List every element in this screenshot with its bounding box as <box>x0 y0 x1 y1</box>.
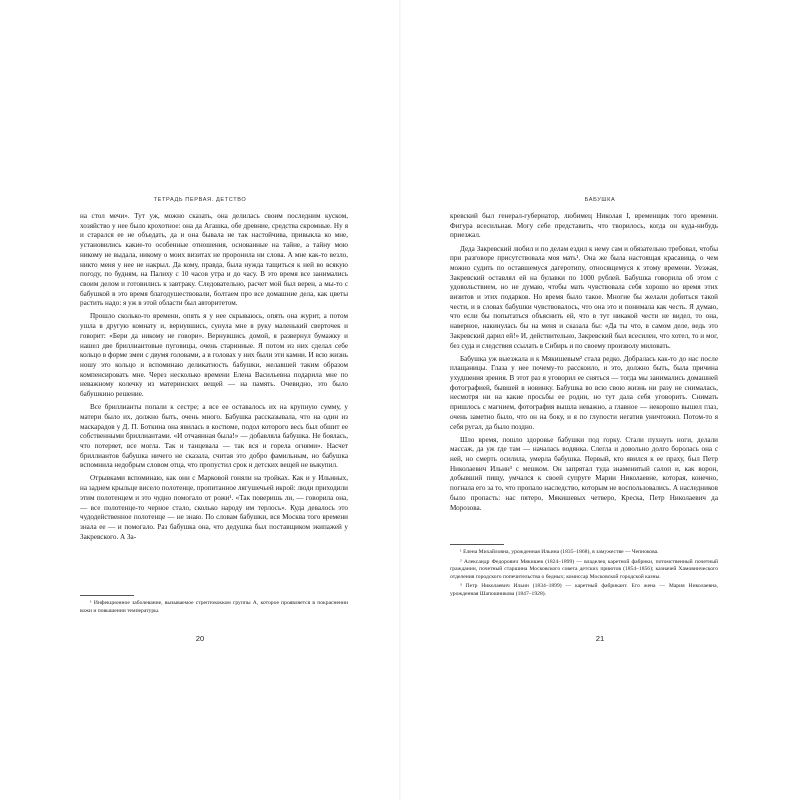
footnote: ¹ Елена Михайловна, урожденная Ильина (1835–1868), в замужестве — Чепнокова. <box>460 549 659 555</box>
footnote-rule <box>80 595 134 596</box>
paragraph: Бабушка уж выезжала и к Мякишевым² стала редко. Добралась как-то до нас после плащаницы. Глаза у нее почему-то расскоило, и это, должно быть, была причина ухудшения зрения. В этот раз я уговорил ее сняться — тогда мы занимались домашней фотографией, бывшей в новинку. Бабушка во всю свою жизнь ни разу не снималась, несмотря ни на какие просьбы ее родни, но тут дала себя уговорить. Снимать пришлось с магнием, фотография вышла неважно, а главное — некорошо вышел глаз, очень заметно было, что он на боку, и я по глупости негатив уничтожил. Потом-то я себя ругал, да было поздно. <box>450 354 718 431</box>
paragraph: Отрывками вспоминаю, как они с Марковой гоняли на тройках. Как и у Ильиных, на заднем крыльце висело полотенце, пропитанное лягушечьей икрой: люди приходили этим полотенцем и это чудно помогало от рожи¹. «Так поверишь ли, — говорила она, — все полотенце-то черное стало, сколько народу им терлось». Куда девалось это чудодейственное полотенце — не знаю. По словам бабушки, вся Москва того времени знала ее — и помогало. Раз бабушка она, что дедушка был поставщиком экипажей у Закревского. А За- <box>80 474 348 541</box>
running-head: БАБУШКА <box>584 197 616 203</box>
paragraph: Шло время, пошло здоровье бабушки под горку. Стали пухнуть ноги, делали массаж, да уж где там — началась водянка. Слегла и довольно долго боролась она с ней, но смерть осилила, умерла бабушка. Первый, кто явился к ее праху, был Петр Николаевич Ильин³ с мешком. Он запрятал туда знаменитый салоп и, как ворон, добывший пищу, умчался к своей супруге Марии Николаевне, которая, конечно, погнала его за то, что пропало наследство, которым не воспользовались. А наследников было пропасть: нас пятеро, Мякишевых четверо, Креска, Петр Николаевич да Морозова. <box>450 435 718 512</box>
paragraph: Прошло сколько-то времени, опять я у нее скрываюсь, опять она журит, а потом ушла в другую комнату и, вернувшись, сунула мне в руку маленький сверточек и говорит: «Бери да никому не говори». Вернувшись домой, я развернул бумажку и нашел две бриллиантовые пуговицы, очень старинные. Я потом из них сделал себе кольцо в форме змеи с двумя головами, а в головах у них были эти камни. И всю жизнь ношу это кольцо и вспоминаю деликатность бабушки, желавшей таким образом компенсировать мне. Через несколько времени Елена Васильевна подарила мне по неважному колечку из материнских вещей — на память. Очевидно, это было бабушкино решение. <box>80 312 348 399</box>
footnote: ¹ Инфекционное заболевание, вызываемое стрептококком группы А, которое проявляется в покраснении кожи и повышении температуры. <box>80 600 348 614</box>
page-number: 20 <box>195 634 205 643</box>
body-text <box>450 212 718 513</box>
footnote: ³ Петр Николаевич Ильин (1834–1899) — каретный фабрикант. Его жена — Мария Николаевна, урожденная Шапошникова (1847–1928). <box>450 583 718 597</box>
footnote: ² Александр Федорович Мякишев (1824–1899) — владелец каретной фабрики, потомственный почетный гражданин, почетный старшина Московского совета детских приютов (1854–1856); казначей Хамовнического отделения городского попечительства о бедных; комиссар Московской городской казны. <box>450 558 718 580</box>
paragraph: кревский был генерал-губернатор, любимец Николая I, временщик того времени. Фигура всесильная. Могу себе представить, что творилось, когда он куда-нибудь приезжал. <box>450 212 718 240</box>
running-head: ТЕТРАДЬ ПЕРВАЯ. ДЕТСТВО <box>153 197 247 203</box>
body-text <box>80 212 348 542</box>
paragraph: Все бриллианты попали к сестре; а все ее оставалось их на крупную сумму, у матери было их, должно быть, очень много. Бабушка рассказывала, что на один из маскарадов у Д. П. Боткина она явилась в костюме, подол которого весь был обшит ее собственными бриллиантами. «И отчаянная была!» — добавляла бабушка. Не боялась, что потеряет, все могла. Так и танцевала — так вся и горела огнями». Насчет бриллиантов бабушка ничего не сказала, считая это добро фамильным, но бабушка вспомнила недобрым словом отца, что пропустил срок и детских вещей не выкупил. <box>80 403 348 470</box>
right-page <box>400 0 800 800</box>
footnotes <box>80 595 348 615</box>
paragraph: Деда Закревский любил и по делам ездил к нему сам и обязательно требовал, чтобы при разговоре присутствовала моя мать¹. Она же была настоящая красавица, о чем можно судить по оставшемуся дагеротипу, относящемуся к этому времени. Уезжая, Закревский оставлял ей на булавки по 1000 рублей. Бабушка говорила об этом с удовольствием, но не думаю, чтобы мать чувствовала себя хорошо во время этих визитов и этих подарков. Но время было такое. Многие бы желали добиться такой чести, и в словах бабушки чувствовалось, что она это и понимала как честь. Я думаю, что если бы попытаться объяснить ей, что в тут никакой чести не видел, то она, наверное, накинулась бы на меня и сказала бы: «Да ты что, в самом деле, ведь это Закревский дарил ей!» И, действительно, Закревский был всесилен, что хотел, то и мог, без суда и следствия ссылать в Сибирь и по своему произволу миловать. <box>450 244 718 350</box>
page-number: 21 <box>595 634 605 643</box>
paragraph: на стол мечи». Тут уж, можно сказать, она делилась своим последним куском, хозяйство у нее было крохотное: она да Агашка, обе древние, средства скромные. Ну я и старался ее не объедать, да и она бывала не так настойчива, привыкла ко мне, установились какие-то особенные отношения, основанные на тайне, а тайну мою никому не выдала, никому о моих визитах не проронила ни слова. А мне как-то везло, никто меня у нее не накрыл. Да кому, правда, была нужда тащиться к ней во всякую погоду, по будням, на Палиху с 10 часов утра и до часу. В это время все занимались своим делом и готовились к завтраку. Следовательно, расчет мой был верен, а мы-то с бабушкой в это время благодушествовали, болтаем про все домашние дела, как цветы растить надо: я уж в этой области был авторитетом. <box>80 212 348 308</box>
footnote-rule <box>450 544 504 545</box>
footnotes <box>450 544 718 599</box>
